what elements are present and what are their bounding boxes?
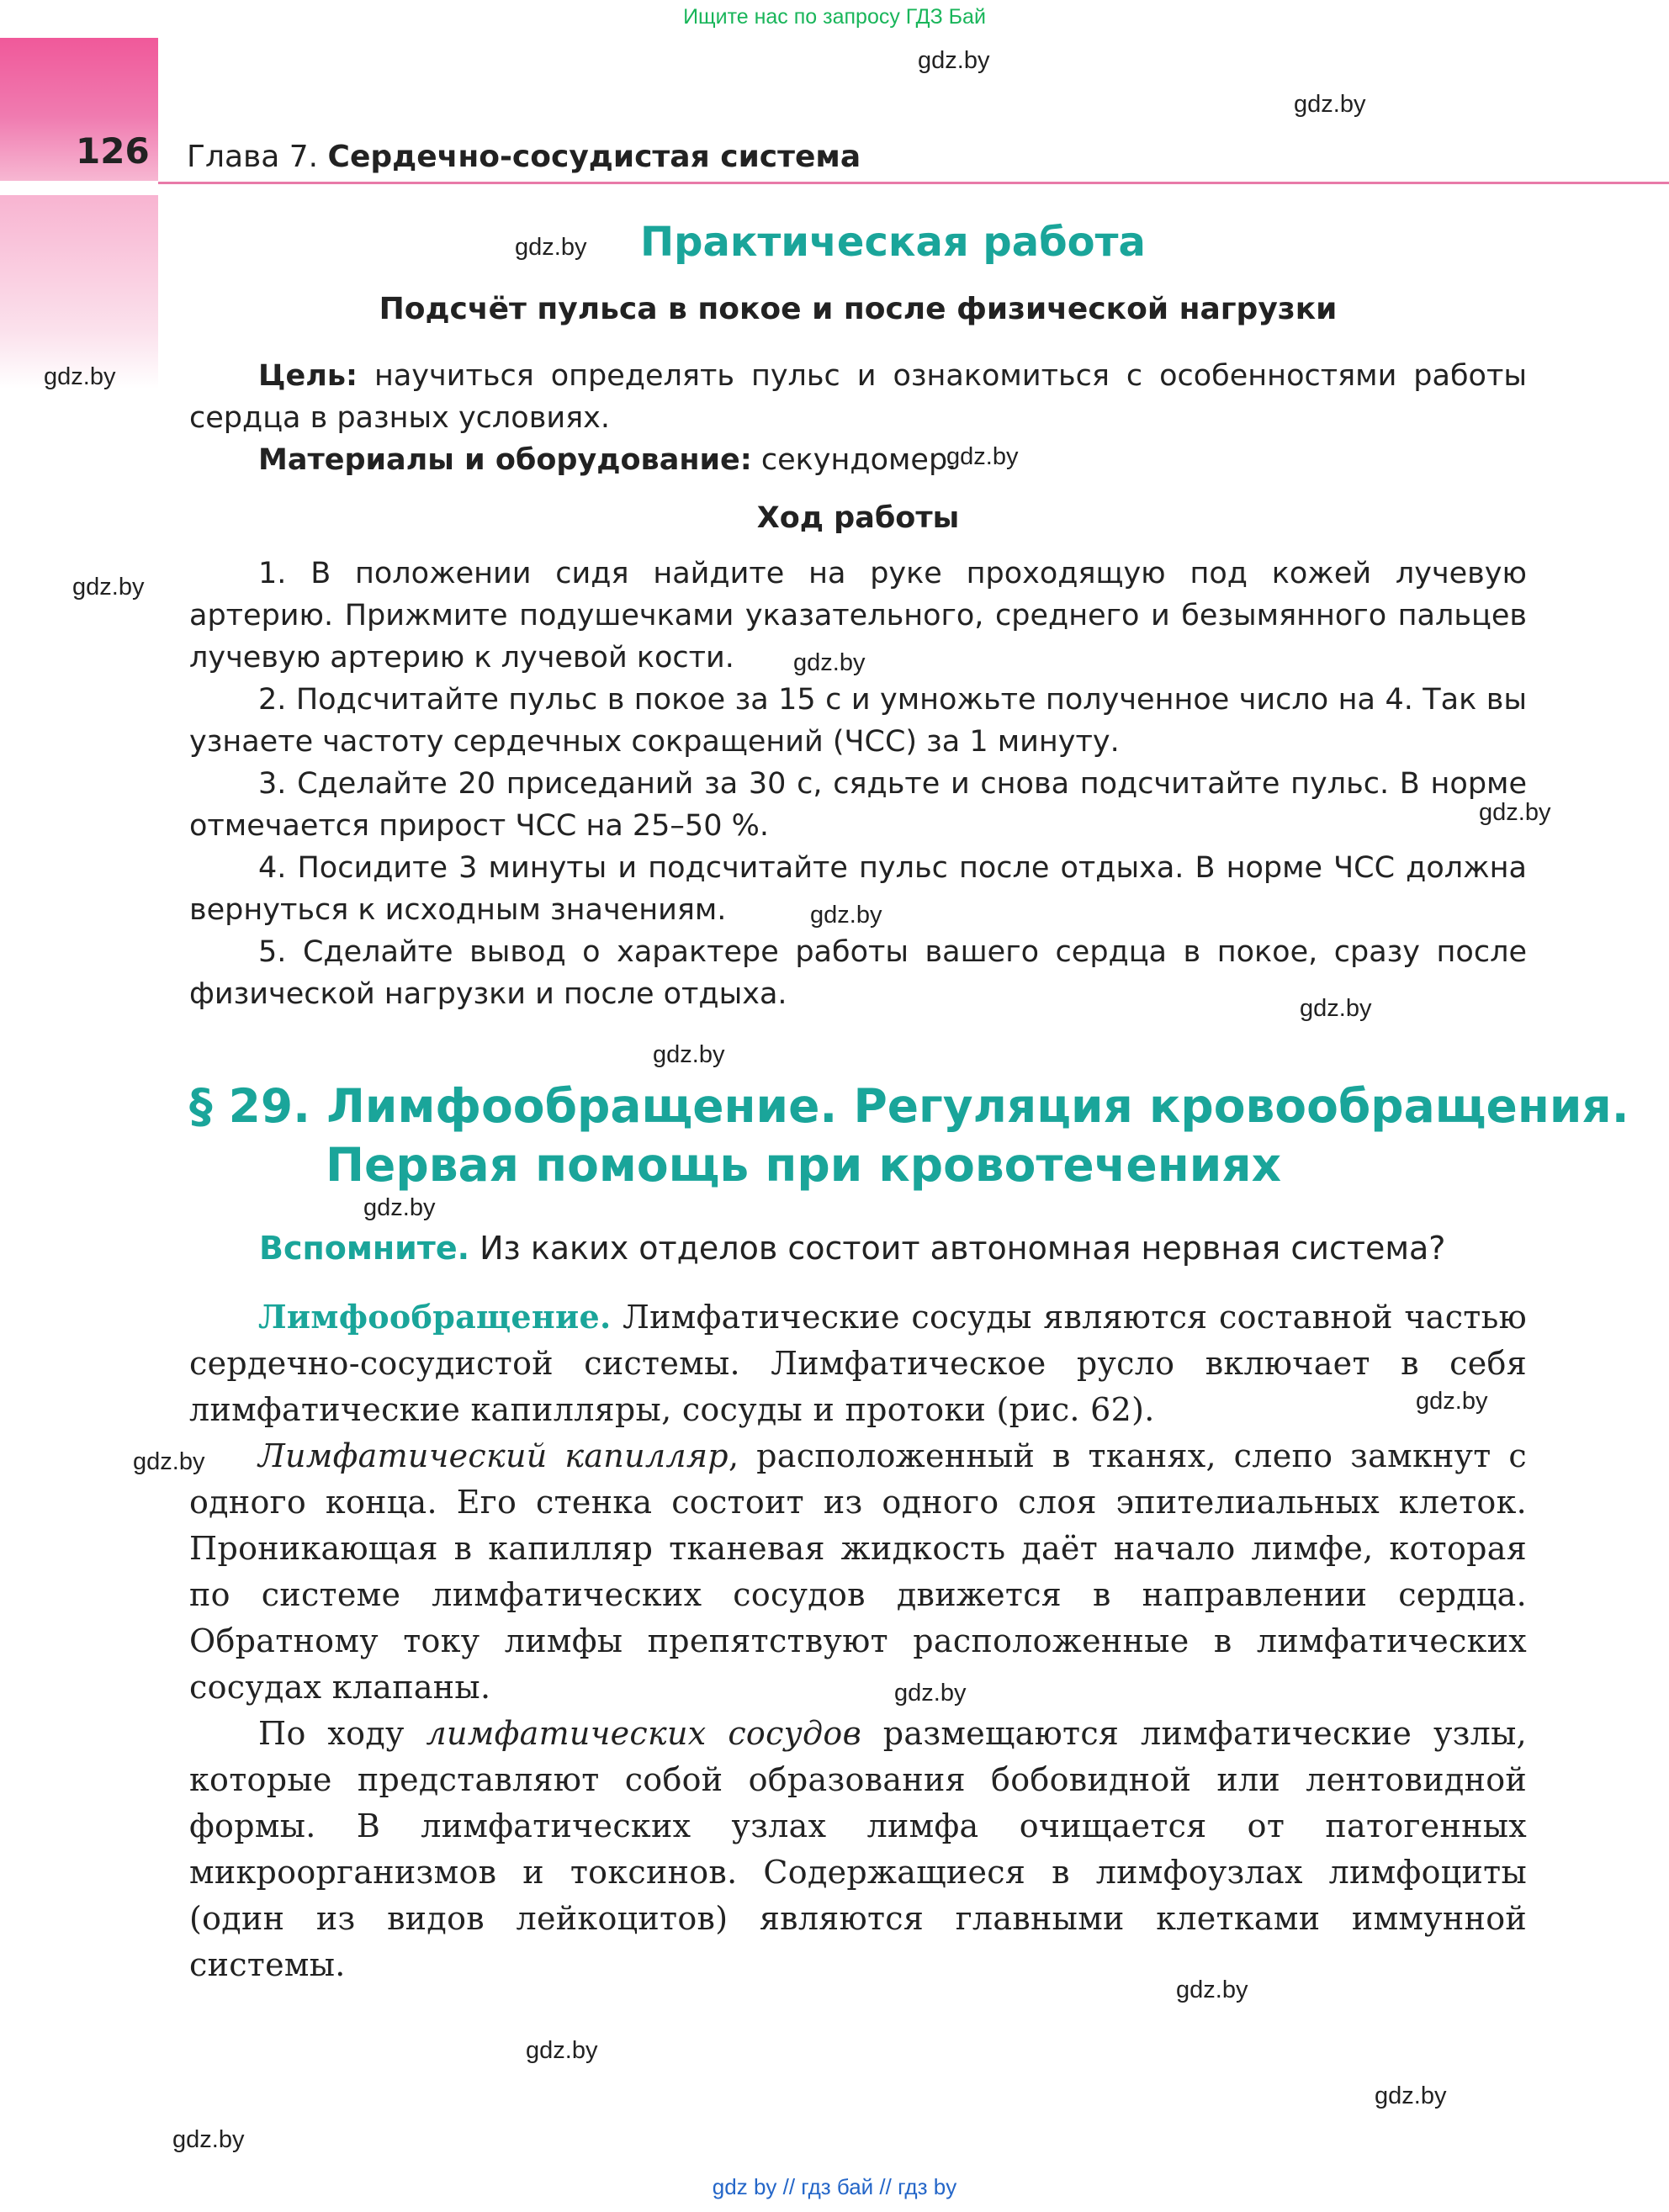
header-divider: [158, 182, 1669, 184]
goal-text: научиться определять пульс и ознакомиться с особенностями работы сердца в разных условиях.: [189, 359, 1527, 435]
practical-goal: [189, 355, 1527, 481]
recall-text: Из каких отделов состоит автономная нервная система?: [469, 1230, 1446, 1267]
watermark: gdz.by: [1375, 2082, 1447, 2109]
top-banner: Ищите нас по запросу ГДЗ Бай: [683, 5, 986, 29]
p2-term: Лимфатический капилляр: [258, 1437, 729, 1474]
section-body: [189, 1294, 1527, 1988]
footer-links[interactable]: gdz by // гдз бай // гдз by: [712, 2174, 957, 2199]
watermark: gdz.by: [172, 2126, 245, 2153]
watermark: gdz.by: [1294, 91, 1366, 118]
watermark: gdz.by: [894, 1680, 967, 1707]
recall-label: Вспомните.: [259, 1230, 470, 1267]
goal-label: Цель:: [258, 359, 358, 393]
watermark: gdz.by: [1300, 995, 1372, 1022]
procedure-title: Ход работы: [756, 501, 960, 535]
watermark: gdz.by: [515, 234, 587, 261]
procedure-step: 2. Подсчитайте пульс в покое за 15 с и умножьте полученное число на 4. Так вы узнаете частоту сердечных сокращений (ЧСС) за 1 минуту.: [189, 683, 1527, 759]
section-number: § 29.: [189, 1079, 311, 1133]
materials-text: секундомер.: [751, 443, 957, 477]
p1-heading: Лимфообращение.: [258, 1298, 612, 1336]
watermark: gdz.by: [133, 1448, 205, 1475]
watermark: gdz.by: [810, 902, 882, 929]
watermark: gdz.by: [653, 1041, 725, 1068]
page-side-gradient: [0, 195, 158, 389]
watermark: gdz.by: [1176, 1977, 1248, 2003]
watermark: gdz.by: [1479, 799, 1551, 826]
section-heading: [189, 1077, 1629, 1194]
page-number: 126: [76, 130, 150, 172]
watermark: gdz.by: [44, 363, 116, 390]
practical-title: Практическая работа: [640, 219, 1146, 266]
chapter-prefix: Глава 7.: [187, 140, 319, 174]
watermark: gdz.by: [918, 47, 990, 74]
procedure-step: 3. Сделайте 20 приседаний за 30 с, сядьте и снова подсчитайте пульс. В норме отмечается прирост ЧСС на 25–50 %.: [189, 767, 1527, 843]
procedure-step: 4. Посидите 3 минуты и подсчитайте пульс после отдыха. В норме ЧСС должна вернуться к исходным значениям.: [189, 851, 1527, 927]
procedure-steps: [189, 553, 1527, 1015]
watermark: gdz.by: [1416, 1388, 1488, 1415]
watermark: gdz.by: [793, 649, 866, 676]
watermark: gdz.by: [363, 1194, 436, 1221]
chapter-header: [187, 140, 861, 174]
body-paragraph: Лимфатический капилляр, расположенный в тканях, слепо замкнут с одного конца. Его стенка состоит из одного слоя эпителиальных клеток. Проникающая в капилляр тканевая жидкость даёт начало лимфе, которая по системе лимфатических сосудов движется в направлении сердца. Обратному току лимфы препятствуют расположенные в лимфатических сосудах клапаны.: [189, 1437, 1527, 1706]
section-title-line1: Лимфообращение. Регуляция кровообращения.: [326, 1079, 1629, 1133]
chapter-title: Сердечно-сосудистая система: [327, 140, 861, 174]
materials-label: Материалы и оборудование:: [258, 443, 752, 477]
procedure-step: 1. В положении сидя найдите на руке проходящую под кожей лучевую артерию. Прижмите подушечками указательного, среднего и безымянного пальцев лучевую артерию к лучевой кости.: [189, 557, 1527, 675]
recall-question: [259, 1230, 1445, 1267]
procedure-step: 5. Сделайте вывод о характере работы вашего сердца в покое, сразу после физической нагрузки и после отдыха.: [189, 935, 1527, 1011]
p3-term: лимфатических сосудов: [426, 1715, 861, 1752]
watermark: gdz.by: [72, 574, 145, 601]
section-title-line2: Первая помощь при кровотечениях: [326, 1138, 1282, 1192]
watermark: gdz.by: [526, 2037, 598, 2064]
watermark: gdz.by: [946, 443, 1019, 470]
practical-subtitle: Подсчёт пульса в покое и после физической нагрузки: [379, 292, 1338, 326]
body-paragraph: Лимфообращение. Лимфатические сосуды являются составной частью сердечно-сосудистой системы. Лимфатическое русло включает в себя лимфатические капилляры, сосуды и протоки (рис. 62).: [189, 1298, 1527, 1428]
body-paragraph: По ходу лимфатических сосудов размещаются лимфатические узлы, которые представляют собой образования бобовидной или лентовидной формы. В лимфатических узлах лимфа очищается от патогенных микроорганизмов и токсинов. Содержащиеся в лимфоузлах лимфоциты (один из видов лейкоцитов) являются главными клетками иммунной системы.: [189, 1715, 1527, 1983]
